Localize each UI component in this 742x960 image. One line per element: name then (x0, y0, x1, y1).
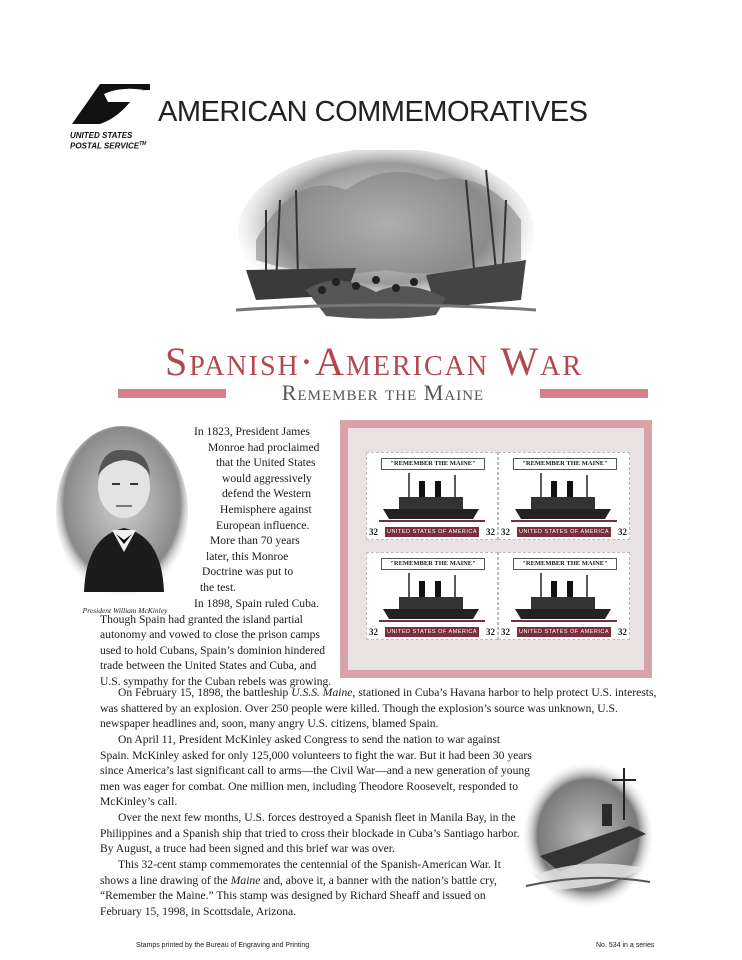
stamp-country: UNITED STATES OF AMERICA (518, 629, 610, 635)
page-title: Spanish·American War (164, 339, 584, 384)
stamp-denomination-right: 32 (486, 627, 495, 637)
maine-ship-icon (379, 571, 485, 623)
p1-line: that the United States (216, 456, 316, 470)
p1-line: Monroe had proclaimed (208, 440, 320, 454)
paragraph-3-wrap (100, 685, 660, 732)
stamp-banner: "REMEMBER THE MAINE" (381, 458, 485, 470)
stamp-banner: "REMEMBER THE MAINE" (513, 458, 617, 470)
battleship-icon (520, 760, 656, 910)
naval-battle-engraving (236, 150, 536, 330)
stamp-country: UNITED STATES OF AMERICA (518, 529, 610, 535)
paragraph-5-wrap (100, 810, 520, 857)
portrait-caption: President William McKinley (82, 606, 168, 615)
paragraph-6-wrap (100, 857, 520, 919)
stamp-country: UNITED STATES OF AMERICA (386, 529, 478, 535)
paragraph-6 (100, 857, 520, 919)
paragraph-4: On April 11, President McKinley asked Congress to send the nation to war against Spain. McKinley asked for only 125,000 volunteers to fight the war. But it had been 30 years since America’s last significant call to arms—the Civil War—and a new generation of young men was eager for combat. One million men, including Theodore Roosevelt, responded to McKinley’s call. (100, 733, 532, 809)
p1-line: More than 70 years (210, 534, 300, 548)
p1-line: Hemisphere against (220, 502, 312, 516)
p1-line: In 1823, President James (194, 425, 310, 438)
mckinley-portrait (54, 424, 190, 600)
stamp-denomination: 32 (501, 527, 510, 537)
p1-line: European influence. (216, 518, 310, 532)
stamp-banner: "REMEMBER THE MAINE" (381, 558, 485, 570)
stamp (498, 452, 630, 540)
stamp (498, 552, 630, 640)
p3-a: On February 15, 1898, the battleship (118, 686, 292, 699)
logo-wordmark (70, 131, 152, 151)
paragraph-3 (100, 685, 660, 732)
p6-b: and, above it, a banner with the nation’s battle cry, “Remember the Maine.” This stamp was designed by Richard Sheaff and issued on February 15, 1998, in Scottsdale, Arizona. (100, 873, 497, 918)
maine-ship-icon (511, 571, 617, 623)
logo-tm: TM (139, 141, 147, 147)
stamp-denomination: 32 (369, 627, 378, 637)
logo-line1: UNITED STATES (70, 131, 133, 140)
p1-line: defend the Western (222, 487, 311, 501)
series-number: No. 534 in a series (596, 942, 655, 949)
paragraph-2-wrap (100, 596, 336, 690)
stamp-denomination: 32 (501, 627, 510, 637)
portrait-icon (54, 424, 190, 600)
title-rule-left (118, 389, 226, 398)
p1-line: the test. (200, 580, 237, 594)
p1-line: later, this Monroe (206, 549, 289, 563)
stamp-denomination-right: 32 (486, 527, 495, 537)
maine-ship-vignette (520, 760, 656, 910)
maine-ship-icon (379, 471, 485, 523)
stamp-denomination: 32 (369, 527, 378, 537)
p6-ship: Maine (230, 873, 261, 887)
battle-scene-icon (236, 150, 536, 330)
logo-line2: POSTAL SERVICE (70, 141, 140, 151)
paragraph-2: In 1898, Spain ruled Cuba. Though Spain had granted the island partial autonomy and vowed to close the prison camps used to hold Cubans, Spain’s dominion hindered trade between the United States and Cuba, and U.S. sympathy for the Cuban rebels was growing. (100, 597, 332, 688)
stamp-denomination-right: 32 (618, 627, 627, 637)
page-subtitle: Remember the Maine (281, 380, 485, 405)
p3-b: , stationed in Cuba’s Havana harbor to help protect U.S. interests, was shattered by an explosion. Over 250 people were killed. Though the explosion’s source was unknown, U.S. newspaper headlines and, soon, many angry U.S. citizens, blamed Spain. (100, 686, 657, 731)
p3-ship: U.S.S. Maine (291, 686, 353, 699)
paragraph-1 (194, 424, 344, 596)
paragraph-4-wrap (100, 732, 532, 810)
stamp-country: UNITED STATES OF AMERICA (386, 629, 478, 635)
p1-line: Doctrine was put to (202, 565, 294, 579)
eagle-icon (70, 80, 152, 126)
stamp-block (348, 428, 644, 670)
stamp (366, 552, 498, 640)
title-rule-right (540, 389, 648, 398)
usps-eagle-logo (70, 80, 152, 152)
printer-credit: Stamps printed by the Bureau of Engraving and Printing (136, 942, 310, 949)
stamp (366, 452, 498, 540)
p1-line: would aggressively (222, 471, 312, 485)
paragraph-5: Over the next few months, U.S. forces destroyed a Spanish fleet in Manila Bay, in the Philippines and a Spanish ship that tried to cross their blockade in Cuba’s Santiago harbor. By August, a truce had been signed and this brief war was over. (100, 811, 520, 856)
p6-a: This 32-cent stamp commemorates the centennial of the Spanish-American War. It shows a line drawing of the (100, 858, 501, 887)
stamp-banner: "REMEMBER THE MAINE" (513, 558, 617, 570)
series-title: AMERICAN COMMEMORATIVES (158, 96, 588, 128)
stamp-denomination-right: 32 (618, 527, 627, 537)
maine-ship-icon (511, 471, 617, 523)
